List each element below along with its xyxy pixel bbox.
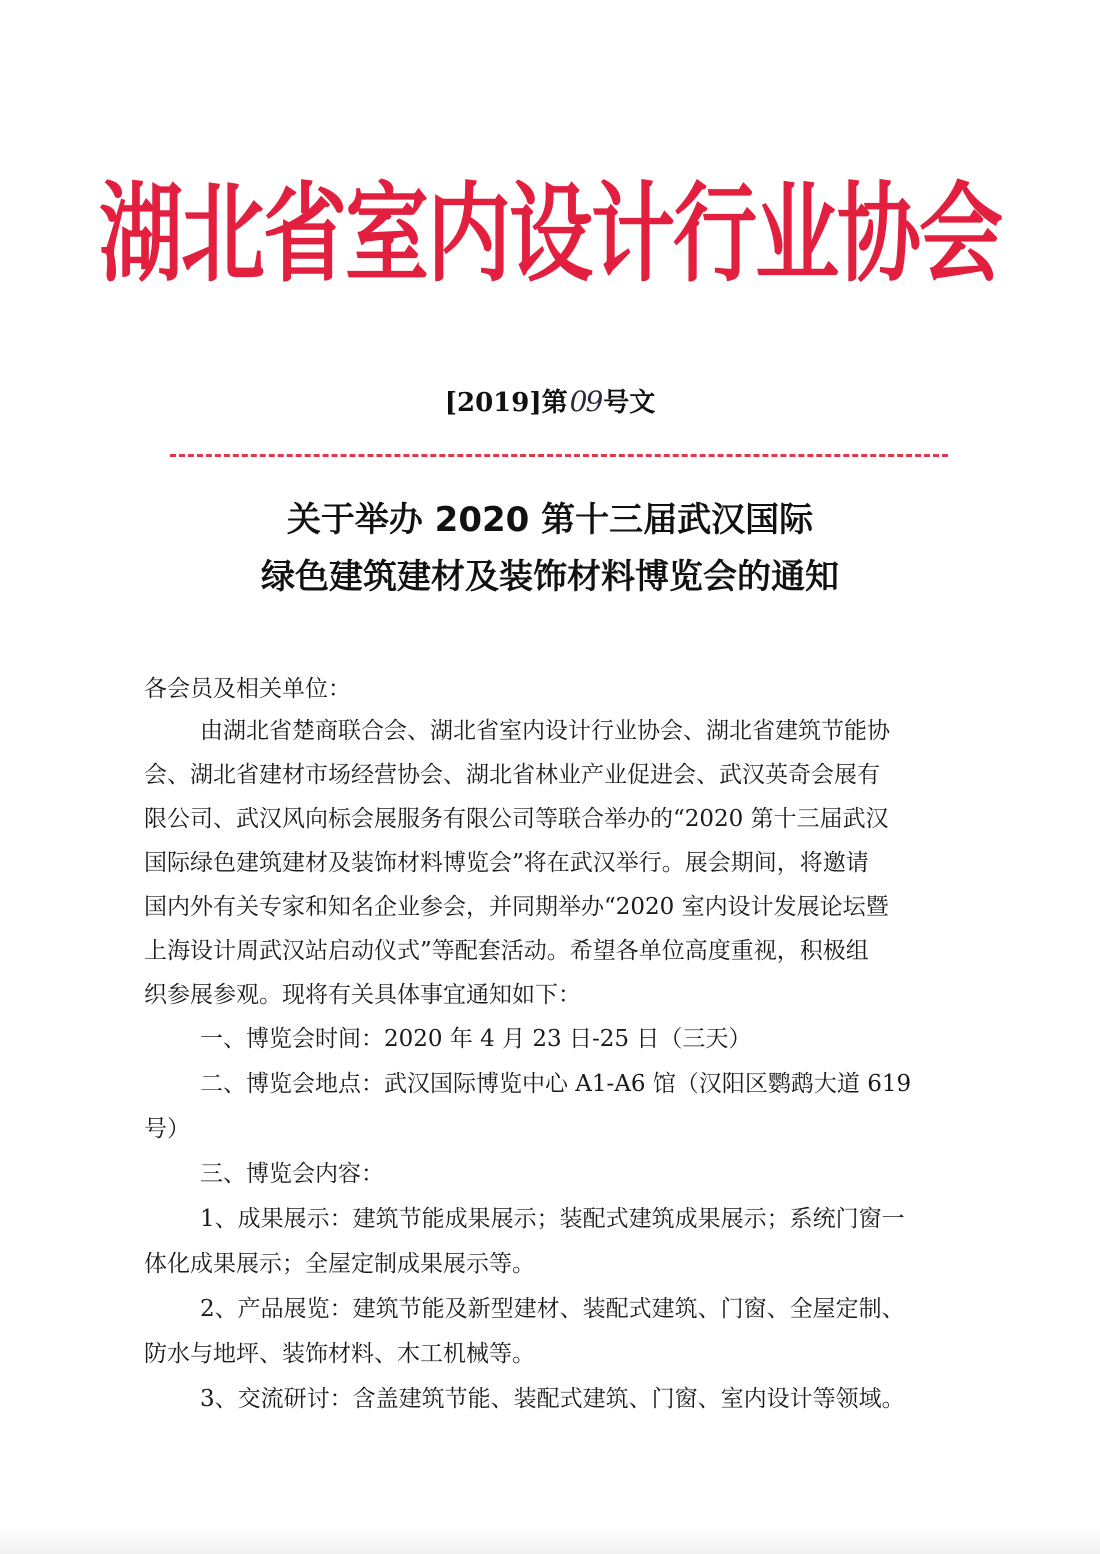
body-line-1: 由湖北省楚商联合会、湖北省室内设计行业协会、湖北省建筑节能协	[200, 718, 890, 744]
body-line-3: 限公司、武汉风向标会展服务有限公司等联合举办的“2020 第十三届武汉	[144, 806, 889, 832]
notice-title-line-1: 关于举办 2020 第十三届武汉国际	[286, 500, 814, 540]
content-item-1: 1、成果展示：建筑节能成果展示；装配式建筑成果展示；系统门窗一	[200, 1206, 905, 1232]
exhibition-time: 一、博览会时间：2020 年 4 月 23 日-25 日（三天）	[200, 1026, 752, 1052]
body-line-4: 国际绿色建筑建材及装饰材料博览会”将在武汉举行。展会期间，将邀请	[144, 850, 869, 876]
body-line-6: 上海设计周武汉站启动仪式”等配套活动。希望各单位高度重视，积极组	[144, 938, 869, 964]
scan-edge-shading	[0, 1525, 1100, 1554]
doc-number-prefix: [2019]第	[444, 388, 568, 418]
document-number	[0, 382, 1100, 419]
exhibition-venue: 二、博览会地点：武汉国际博览中心 A1-A6 馆（汉阳区鹦鹉大道 619	[200, 1071, 912, 1097]
doc-number-handwritten: 09	[569, 385, 602, 418]
content-item-1-cont: 体化成果展示；全屋定制成果展示等。	[144, 1251, 535, 1277]
organization-header: 湖北省室内设计行业协会	[98, 171, 1001, 297]
body-line-7: 织参展参观。现将有关具体事宜通知如下：	[144, 982, 581, 1008]
exhibition-venue-cont: 号）	[144, 1116, 190, 1142]
body-line-2: 会、湖北省建材市场经营协会、湖北省林业产业促进会、武汉英奇会展有	[144, 762, 880, 788]
content-item-2-cont: 防水与地坪、装饰材料、木工机械等。	[144, 1341, 535, 1367]
salutation: 各会员及相关单位：	[144, 676, 351, 702]
content-item-2: 2、产品展览：建筑节能及新型建材、装配式建筑、门窗、全屋定制、	[200, 1296, 905, 1322]
body-line-5: 国内外有关专家和知名企业参会，并同期举办“2020 室内设计发展论坛暨	[144, 894, 889, 920]
doc-number-suffix: 号文	[603, 388, 656, 418]
notice-title-line-2: 绿色建筑建材及装饰材料博览会的通知	[261, 557, 839, 597]
red-divider-line	[170, 454, 948, 457]
content-item-3: 3、交流研讨：含盖建筑节能、装配式建筑、门窗、室内设计等领域。	[200, 1386, 905, 1412]
exhibition-content-heading: 三、博览会内容：	[200, 1161, 384, 1187]
